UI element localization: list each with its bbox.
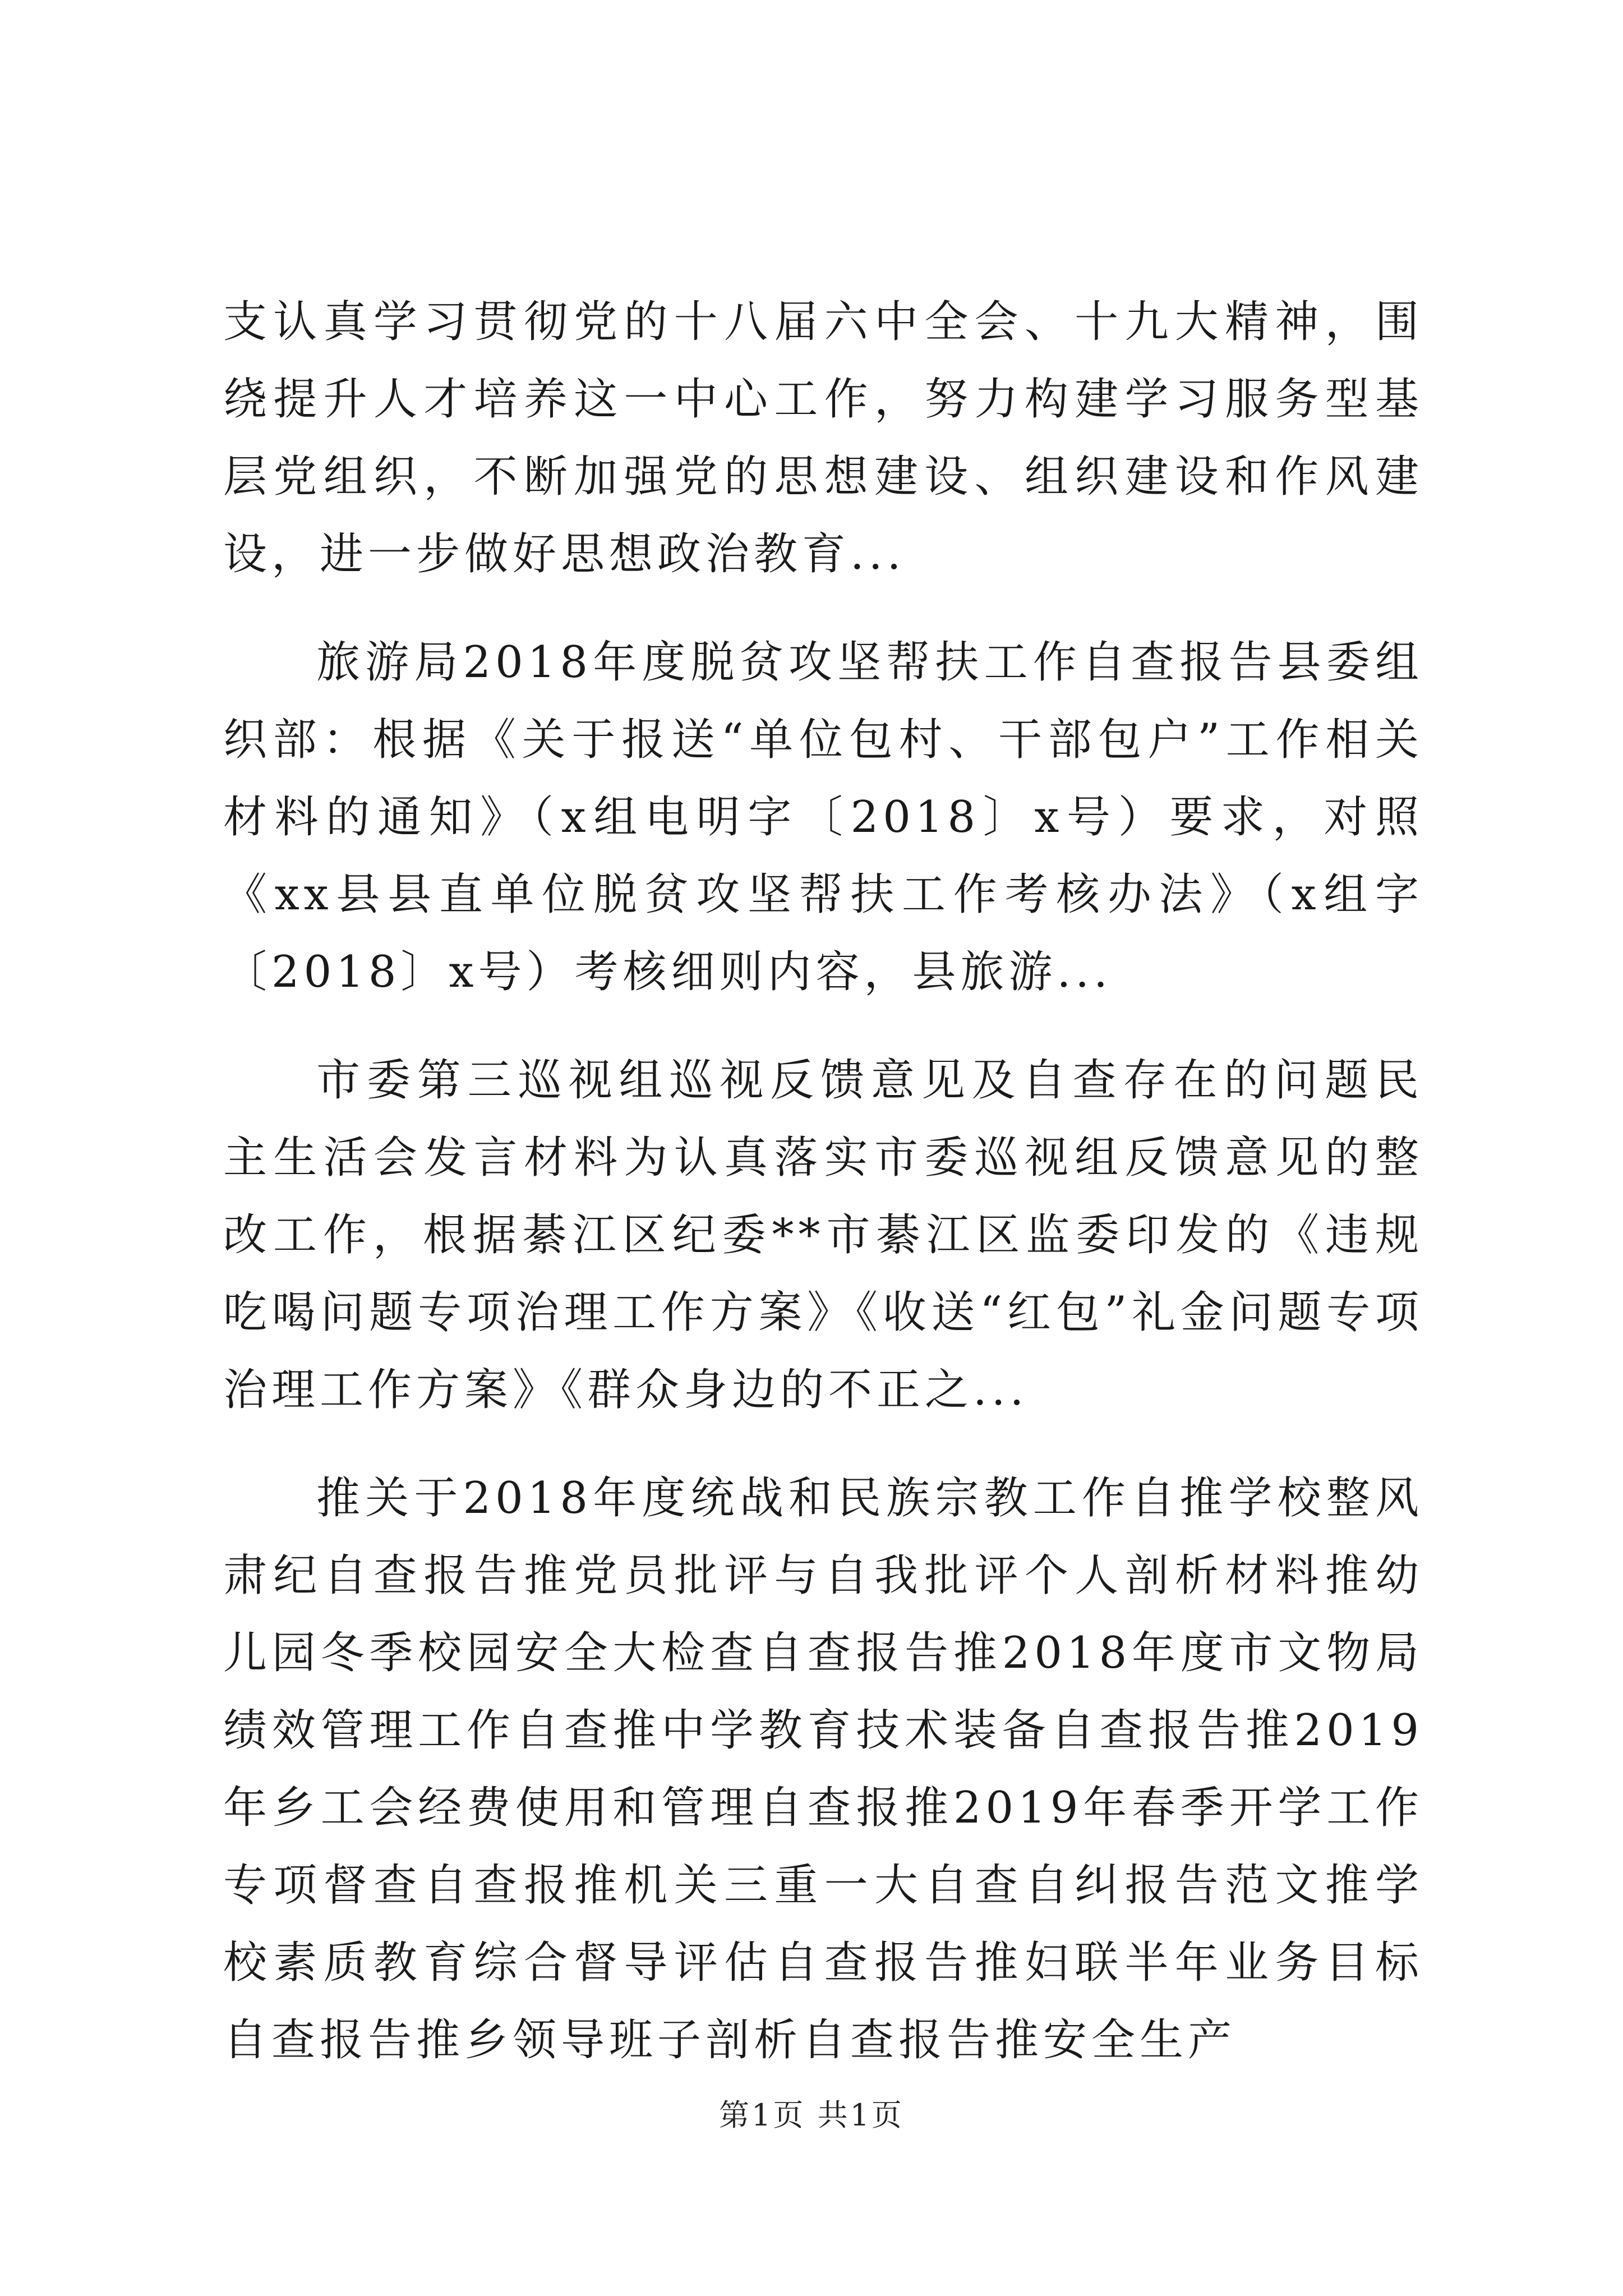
page-number-footer: 第1页 共1页 [719, 2097, 904, 2133]
paragraph: 市委第三巡视组巡视反馈意见及自查存在的问题民主生活会发言材料为认真落实市委巡视组反馈意见的整改工作，根据綦江区纪委**市綦江区监委印发的《违规吃喝问题专项治理工作方案》《收送“红包”礼金问题专项治理工作方案》《群众身边的不正之... [223, 1055, 1423, 1415]
paragraph: 支认真学习贯彻党的十八届六中全会、十九大精神，围绕提升人才培养这一中心工作，努力构建学习服务型基层党组织，不断加强党的思想建设、组织建设和作风建设，进一步做好思想政治教育... [223, 297, 1423, 579]
paragraph: 推关于2018年度统战和民族宗教工作自推学校整风肃纪自查报告推党员批评与自我批评个人剖析材料推幼儿园冬季校园安全大检查自查报告推2018年度市文物局绩效管理工作自查推中学教育技术装备自查报告推2019年乡工会经费使用和管理自查报推2019年春季开学工作专项督查自查报推机关三重一大自查自纠报告范文推学校素质教育综合督导评估自查报告推妇联半年业务目标自查报告推乡领导班子剖析自查报告推安全生产 [223, 1473, 1423, 2065]
paragraph: 旅游局2018年度脱贫攻坚帮扶工作自查报告县委组织部：根据《关于报送“单位包村、干部包户”工作相关材料的通知》（x组电明字〔2018〕x号）要求，对照《xx县县直单位脱贫攻坚帮扶工作考核办法》（x组字〔2018〕x号）考核细则内容，县旅游... [223, 637, 1423, 997]
document-body [223, 283, 1423, 2110]
